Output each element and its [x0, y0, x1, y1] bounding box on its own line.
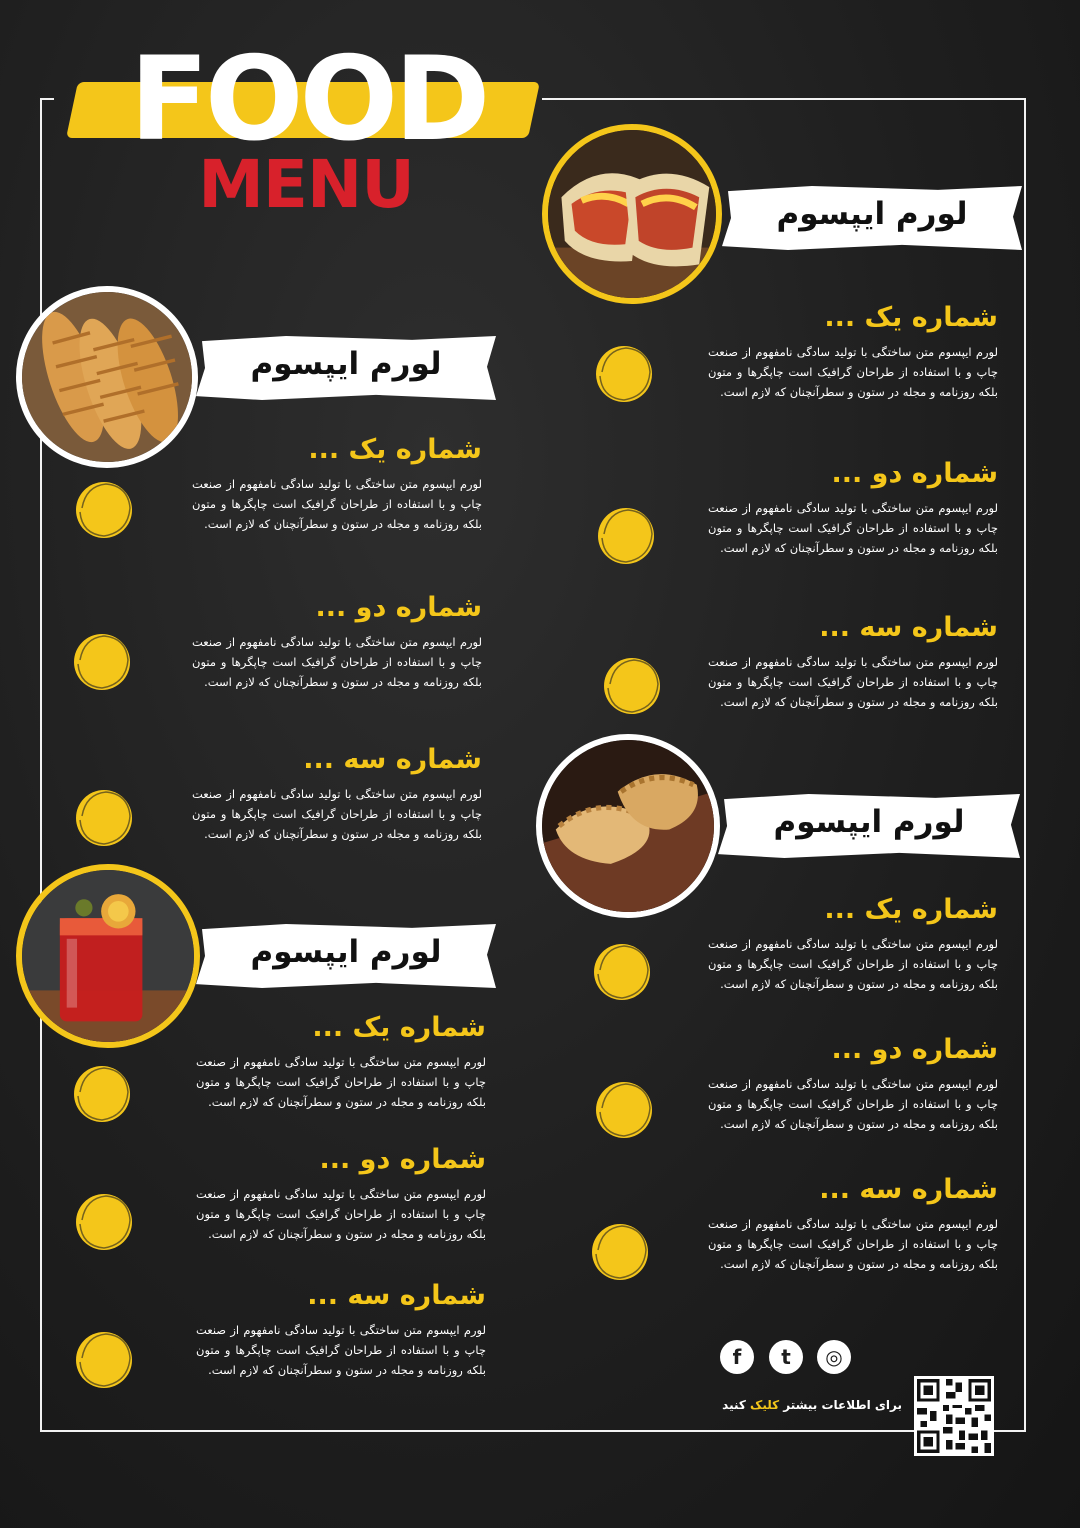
qr-code-icon[interactable]: [914, 1376, 994, 1456]
cta-suffix: کنید: [722, 1398, 751, 1412]
frame-line-top-right: [542, 98, 1026, 100]
item-heading: شماره سه ...: [303, 744, 482, 775]
item-description: لورم ایپسوم متن ساختگی با تولید سادگی نامفهوم از صنعت چاپ و با استفاده از طراحان گرافیک است چاپگرها و متون بلکه روزنامه و مجله در ستون و سطرآنچنان که لازم است.: [196, 1187, 486, 1241]
item-heading: شماره دو ...: [831, 458, 998, 489]
twitter-icon[interactable]: t: [769, 1340, 803, 1374]
menu-item: [186, 1278, 486, 1380]
frame-line-top-left: [40, 98, 54, 100]
item-description: لورم ایپسوم متن ساختگی با تولید سادگی نامفهوم از صنعت چاپ و با استفاده از طراحان گرافیک است چاپگرها و متون بلکه روزنامه و مجله در ستون و سطرآنچنان که لازم است.: [196, 1055, 486, 1109]
yellow-bullet-icon: [70, 630, 134, 694]
section-title-pastry: لورم ایپسوم: [250, 346, 442, 382]
item-heading: شماره یک ...: [312, 1012, 486, 1043]
item-description: لورم ایپسوم متن ساختگی با تولید سادگی نامفهوم از صنعت چاپ و با استفاده از طراحان گرافیک است چاپگرها و متون بلکه روزنامه و مجله در ستون و سطرآنچنان که لازم است.: [708, 937, 998, 991]
item-heading: شماره یک ...: [824, 302, 998, 333]
frame-line-left: [40, 98, 42, 1432]
yellow-bullet-icon: [70, 1062, 134, 1126]
item-description: لورم ایپسوم متن ساختگی با تولید سادگی نامفهوم از صنعت چاپ و با استفاده از طراحان گرافیک است چاپگرها و متون بلکه روزنامه و مجله در ستون و سطرآنچنان که لازم است.: [708, 1217, 998, 1271]
item-heading: شماره دو ...: [831, 1034, 998, 1065]
frame-line-right: [1024, 98, 1026, 1432]
item-description: لورم ایپسوم متن ساختگی با تولید سادگی نامفهوم از صنعت چاپ و با استفاده از طراحان گرافیک است چاپگرها و متون بلکه روزنامه و مجله در ستون و سطرآنچنان که لازم است.: [708, 655, 998, 709]
menu-item: [698, 892, 998, 994]
menu-item: [182, 742, 482, 844]
item-description: لورم ایپسوم متن ساختگی با تولید سادگی نامفهوم از صنعت چاپ و با استفاده از طراحان گرافیک است چاپگرها و متون بلکه روزنامه و مجله در ستون و سطرآنچنان که لازم است.: [192, 787, 482, 841]
empanada-photo: [536, 734, 720, 918]
pastry-rolls-photo: [16, 286, 198, 468]
menu-item: [182, 432, 482, 534]
menu-item: [698, 1032, 998, 1134]
yellow-bullet-icon: [592, 1078, 656, 1142]
item-heading: شماره یک ...: [824, 894, 998, 925]
page-title: FOOD: [129, 32, 487, 167]
item-description: لورم ایپسوم متن ساختگی با تولید سادگی نامفهوم از صنعت چاپ و با استفاده از طراحان گرافیک است چاپگرها و متون بلکه روزنامه و مجله در ستون و سطرآنچنان که لازم است.: [708, 345, 998, 399]
red-cocktail-photo: [16, 864, 200, 1048]
item-description: لورم ایپسوم متن ساختگی با تولید سادگی نامفهوم از صنعت چاپ و با استفاده از طراحان گرافیک است چاپگرها و متون بلکه روزنامه و مجله در ستون و سطرآنچنان که لازم است.: [192, 635, 482, 689]
yellow-bullet-icon: [72, 1328, 136, 1392]
yellow-bullet-icon: [590, 940, 654, 1004]
item-heading: شماره یک ...: [308, 434, 482, 465]
menu-item: [698, 456, 998, 558]
section-title-empanada: لورم ایپسوم: [773, 804, 965, 840]
shawarma-sandwich-photo: [542, 124, 722, 304]
cta-prefix: برای اطلاعات بیشتر: [779, 1398, 902, 1412]
cta-highlight: کلیک: [750, 1398, 780, 1412]
yellow-bullet-icon: [594, 504, 658, 568]
item-heading: شماره دو ...: [319, 1144, 486, 1175]
item-description: لورم ایپسوم متن ساختگی با تولید سادگی نامفهوم از صنعت چاپ و با استفاده از طراحان گرافیک است چاپگرها و متون بلکه روزنامه و مجله در ستون و سطرآنچنان که لازم است.: [708, 501, 998, 555]
menu-item: [698, 1172, 998, 1274]
frame-line-bottom: [40, 1430, 1026, 1432]
instagram-icon[interactable]: ◎: [817, 1340, 851, 1374]
menu-item: [186, 1142, 486, 1244]
yellow-bullet-icon: [592, 342, 656, 406]
menu-item: [698, 300, 998, 402]
section-title-drink: لورم ایپسوم: [250, 934, 442, 970]
more-info-link[interactable]: [700, 1398, 902, 1412]
page-subtitle: MENU: [198, 146, 414, 223]
facebook-icon[interactable]: f: [720, 1340, 754, 1374]
item-heading: شماره سه ...: [819, 1174, 998, 1205]
yellow-bullet-icon: [72, 1190, 136, 1254]
yellow-bullet-icon: [600, 654, 664, 718]
item-heading: شماره سه ...: [307, 1280, 486, 1311]
yellow-bullet-icon: [72, 478, 136, 542]
menu-item: [698, 610, 998, 712]
menu-item: [186, 1010, 486, 1112]
yellow-bullet-icon: [588, 1220, 652, 1284]
item-description: لورم ایپسوم متن ساختگی با تولید سادگی نامفهوم از صنعت چاپ و با استفاده از طراحان گرافیک است چاپگرها و متون بلکه روزنامه و مجله در ستون و سطرآنچنان که لازم است.: [192, 477, 482, 531]
section-title-sandwich: لورم ایپسوم: [776, 196, 968, 232]
item-heading: شماره سه ...: [819, 612, 998, 643]
item-description: لورم ایپسوم متن ساختگی با تولید سادگی نامفهوم از صنعت چاپ و با استفاده از طراحان گرافیک است چاپگرها و متون بلکه روزنامه و مجله در ستون و سطرآنچنان که لازم است.: [708, 1077, 998, 1131]
menu-item: [182, 590, 482, 692]
yellow-bullet-icon: [72, 786, 136, 850]
item-heading: شماره دو ...: [315, 592, 482, 623]
item-description: لورم ایپسوم متن ساختگی با تولید سادگی نامفهوم از صنعت چاپ و با استفاده از طراحان گرافیک است چاپگرها و متون بلکه روزنامه و مجله در ستون و سطرآنچنان که لازم است.: [196, 1323, 486, 1377]
